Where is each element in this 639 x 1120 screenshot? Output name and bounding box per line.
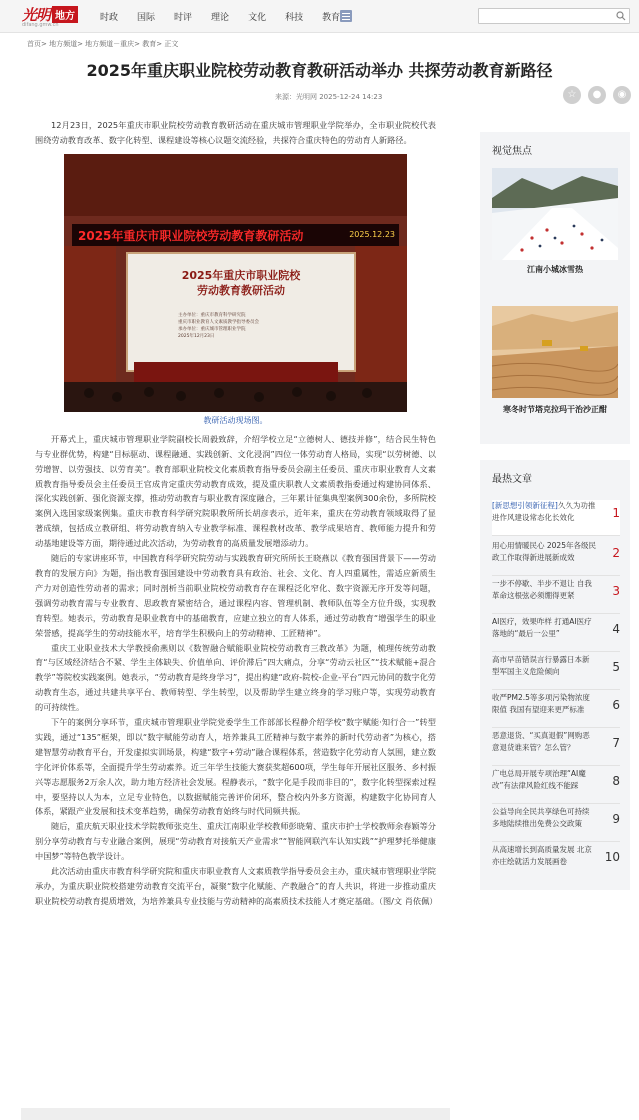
hot-article-9[interactable] <box>492 806 620 842</box>
rank-number: 4 <box>612 622 620 636</box>
hot-article-5[interactable] <box>492 654 620 690</box>
screen-date: 2025年12月23日 <box>178 333 215 339</box>
audience <box>64 382 407 412</box>
rank-number: 9 <box>612 812 620 826</box>
paragraph-4: 重庆工业职业技术大学教授俞燕则以《数智融合赋能职业院校劳动教育三教改革》为题，梳理传统劳动教育“与区域经济结合不紧、学生主体缺失、价值单向、评价滞后”四大痛点，分享“劳动云社区”“技术赋能+混合教学”等院校实践案例。她表示，“劳动教育是终身学习”，提出构建“政府-院校-企业-平台”四元协同的数字化劳动教育生态，通过共建共享平台、教师转型、学生转型，以及帮助学生建立终身的学习账户等，实现劳动教育的可持续性。 <box>35 642 436 713</box>
nav-item-keji[interactable]: 科技 <box>285 13 304 23</box>
hot-article-8[interactable] <box>492 768 620 804</box>
visual-item-image-2[interactable] <box>492 306 618 398</box>
hot-article-title: 收严PM2.5等多项污染物浓度限值 我国有望迎来更严标准 <box>492 693 590 714</box>
nav-item-shizheng[interactable]: 时政 <box>100 13 119 23</box>
hot-article-title: 广电总局开展专项治理“AI魔改”有法律风险红线不能踩 <box>492 769 586 790</box>
article-photo <box>64 154 407 412</box>
search-input[interactable] <box>478 8 630 24</box>
visual-focus-heading: 视觉焦点 <box>492 146 532 157</box>
hot-article-title: 高市早苗错误言行暴露日本新型军国主义危险倾向 <box>492 655 590 676</box>
paragraph-3: 随后的专家讲座环节，中国教育科学研究院劳动与实践教育研究所所长王晓燕以《教育强国背景下——劳动教育的发展方向》为题，指出教育强国建设中劳动教育具有政治、社会、文化、育人四重属性，需适应新质生产力对创造性劳动者的需求；同时剖析当前职业院校劳动教育存在课程泛化窄化、数字资源无序开发等问题，强调劳动教育需与专业教育、思政教育紧密结合，通过课程内容、管理机制、教师队伍等全方位升级，实现教育转型。她表示，劳动教育是职业教育中的基础教育，应建立独立的育人体系，通过劳动教育“增强学生的职业荣誉感，提高学生的劳动技能水平，培育学生积极向上的劳动精神、工匠精神”。 <box>35 553 436 638</box>
desert-picture <box>492 306 618 398</box>
hot-article-7[interactable] <box>492 730 620 766</box>
screen-organizers <box>178 312 259 340</box>
screen-org-2: 重庆市职业教育人文素质教学指导委员会 <box>178 319 259 325</box>
nav-item-shiping[interactable]: 时评 <box>174 13 193 23</box>
footer-bar <box>21 1108 450 1120</box>
site-logo[interactable] <box>22 4 80 28</box>
article-body <box>21 118 450 1078</box>
hot-article-3[interactable] <box>492 578 620 614</box>
rank-number: 6 <box>612 698 620 712</box>
rank-number: 10 <box>604 850 620 864</box>
rank-number: 5 <box>612 660 620 674</box>
hot-article-tag: [新思想引领新征程] <box>492 501 558 510</box>
rank-number: 7 <box>612 736 620 750</box>
breadcrumb[interactable]: 首页> 地方频道> 地方频道－重庆> 教育> 正文 <box>27 40 179 48</box>
hot-article-title: 一步不停歇、半步不退让 自我革命这根弦必须绷得更紧 <box>492 579 592 600</box>
screen-org-3: 承办单位：重庆城市管理职业学院 <box>178 326 246 332</box>
visual-focus-panel <box>480 132 630 444</box>
paragraph-6: 随后，重庆航天职业技术学院教师张克生、重庆江南职业学校教师彭晓菊、重庆市护士学校教师余春颖等分别分享劳动教育与专业融合案例，展现“劳动教育对接航天产业需求”“智能网联汽车认知实践”“护理梦托举健康中国梦”等特色教学设计。 <box>35 821 436 862</box>
led-text: 2025年重庆市职业院校劳动教育教研活动 <box>78 228 304 243</box>
stage-ceiling <box>64 154 407 216</box>
page-title: 2025年重庆职业院校劳动教育教研活动举办 共探劳动教育新路径 <box>86 61 553 80</box>
hot-article-title: 用心用情暖民心 2025年各级民政工作取得新进展新成效 <box>492 541 596 562</box>
hot-article-text: 久久为功推进作风建设常态化长效化 <box>492 501 596 522</box>
hot-article-title: 公益导向全民共享绿色可持续 多地陆续推出免费公交政策 <box>492 807 590 828</box>
hot-article-title: AI医疗，效果咋样 打通AI医疗落地的“最后一公里” <box>492 617 592 638</box>
visual-item-caption-1[interactable]: 江南小城冰雪热 <box>527 265 583 274</box>
top-bar <box>0 0 639 33</box>
visual-item-caption-2[interactable]: 寒冬时节塔克拉玛干治沙正酣 <box>503 405 607 414</box>
menu-icon[interactable] <box>340 10 352 22</box>
curtain-right <box>355 246 407 382</box>
weibo-icon[interactable]: ◉ <box>613 86 631 104</box>
paragraph-5: 下午的案例分享环节，重庆城市管理职业学院党委学生工作部部长程静介绍学校“数字赋能·知行合一”转型实践，通过“135”框架，即以“数字赋能劳动育人，培养兼具工匠精神与数字素养的新时代劳动者”为核心，搭建智慧劳动教育平台，开发虚拟实训场景，构建“数字+劳动”融合课程体系，营造数字化劳动育人氛围，建立数字化评价体系等，全面提升学生劳动素养。近三年学生技能大赛获奖超600项，学生每年开展社区服务、乡村振兴等志愿服务2万余人次，助力地方经济社会发展。程静表示，“数字化是手段而非目的”，数字化转型探索过程中，要坚持以人为本，立足专业特色，以数据赋能完善评价闭环，整合校内外多方资源，构建数字化协同育人体系，紧跟产业发展和技术变革趋势，确保劳动教育始终与时代同频共振。 <box>35 717 436 817</box>
logo-mark: 光明 <box>22 6 51 24</box>
snow-slope-picture <box>492 168 618 260</box>
main-nav <box>100 10 359 23</box>
hot-article-6[interactable] <box>492 692 620 728</box>
projection-screen <box>126 252 356 372</box>
wechat-icon[interactable]: ● <box>588 86 606 104</box>
stage-table <box>134 362 338 382</box>
search-icon[interactable] <box>616 11 626 21</box>
hot-article-2[interactable] <box>492 540 620 576</box>
paragraph-7: 此次活动由重庆市教育科学研究院和重庆市职业教育人文素质教学指导委员会主办，重庆城市管理职业学院承办，为重庆职业院校搭建劳动教育交流平台，凝聚“数字化赋能、产教融合”的育人共识，将进一步推动重庆职业院校劳动教育提质增效，为培养兼具专业技能与劳动精神的高素质技术技能人才奠定基础。（图/文 肖依佩） <box>35 866 438 906</box>
rank-number: 3 <box>612 584 620 598</box>
hot-article-4[interactable] <box>492 616 620 652</box>
led-date: 2025.12.23 <box>349 229 395 239</box>
led-banner <box>72 224 399 246</box>
nav-item-lilun[interactable]: 理论 <box>211 13 230 23</box>
nav-item-guoji[interactable]: 国际 <box>137 13 156 23</box>
screen-title <box>128 268 354 298</box>
logo-domain: difang.gmw.cn <box>22 22 59 28</box>
nav-item-wenhua[interactable]: 文化 <box>248 13 267 23</box>
visual-item-image-1[interactable] <box>492 168 618 260</box>
paragraph-2: 开幕式上，重庆城市管理职业学院副校长周毅致辞，介绍学校立足“立德树人、德技并修”，结合民生特色与专业群优势，构建“目标驱动、课程融通、实践创新、文化浸润”四位一体劳动育人格局，实现“以劳树德、以劳增智、以劳强技、以劳育美”。教育部职业院校文化素质教育指导委员会副主任委员、重庆市职业教育人文素质教育指导委员会主任委员王官成肯定重庆劳动教育成效，提及重庆职教人文素质教指委通过构建协同体系、深化实践创新、强化资源支撑，推动劳动教育与职业教育深度融合，三年累计征集典型案例300余份，多所院校案例入选国家级案例集。重庆市教育科学研究院职教所所长胡彦表示，近年来，重庆在劳动教育领域取得了显著成绩，包括成立教研组、将劳动教育纳入专业教学标准、课程教材改革、教学成果培育、教师能力提升和劳动基地建设等方面，期待通过此次活动，为劳动教育的高质量发展增添动力。 <box>35 433 436 549</box>
screen-title-line-2: 劳动教育教研活动 <box>197 283 285 297</box>
paragraph-1: 12月23日，2025年重庆市职业院校劳动教育教研活动在重庆城市管理职业学院举办，全市职业院校代表围绕劳动教育改革、数字化转型、课程建设等核心议题交流经验，共探符合重庆特色的劳动育人新路径。 <box>35 120 436 145</box>
rank-number: 2 <box>612 546 620 560</box>
rank-number: 8 <box>612 774 620 788</box>
hot-article-title <box>492 500 596 524</box>
favorite-icon[interactable]: ☆ <box>563 86 581 104</box>
hot-articles-panel <box>480 460 630 890</box>
hot-article-10[interactable] <box>492 844 620 880</box>
screen-title-line-1: 2025年重庆市职业院校 <box>181 268 301 282</box>
hot-article-title: 从高速增长到高质量发展 北京亦庄绘就活力发展画卷 <box>492 845 592 866</box>
curtain-left <box>64 246 116 382</box>
logo-box: 地方 <box>52 6 78 23</box>
hot-article-1[interactable] <box>492 500 620 536</box>
rank-number: 1 <box>612 506 620 520</box>
screen-org-1: 主办单位：重庆市教育科学研究院 <box>178 312 246 318</box>
nav-item-jiaoyu[interactable]: 教育 <box>322 13 341 23</box>
article-meta: 来源：光明网 2025-12-24 14:23 <box>275 93 383 101</box>
hot-article-title: 恶意退货、“买真退假”网购恶意退货谁来管？怎么管？ <box>492 731 590 752</box>
photo-caption: 教研活动现场图。 <box>203 415 268 425</box>
hot-articles-heading: 最热文章 <box>492 474 532 485</box>
